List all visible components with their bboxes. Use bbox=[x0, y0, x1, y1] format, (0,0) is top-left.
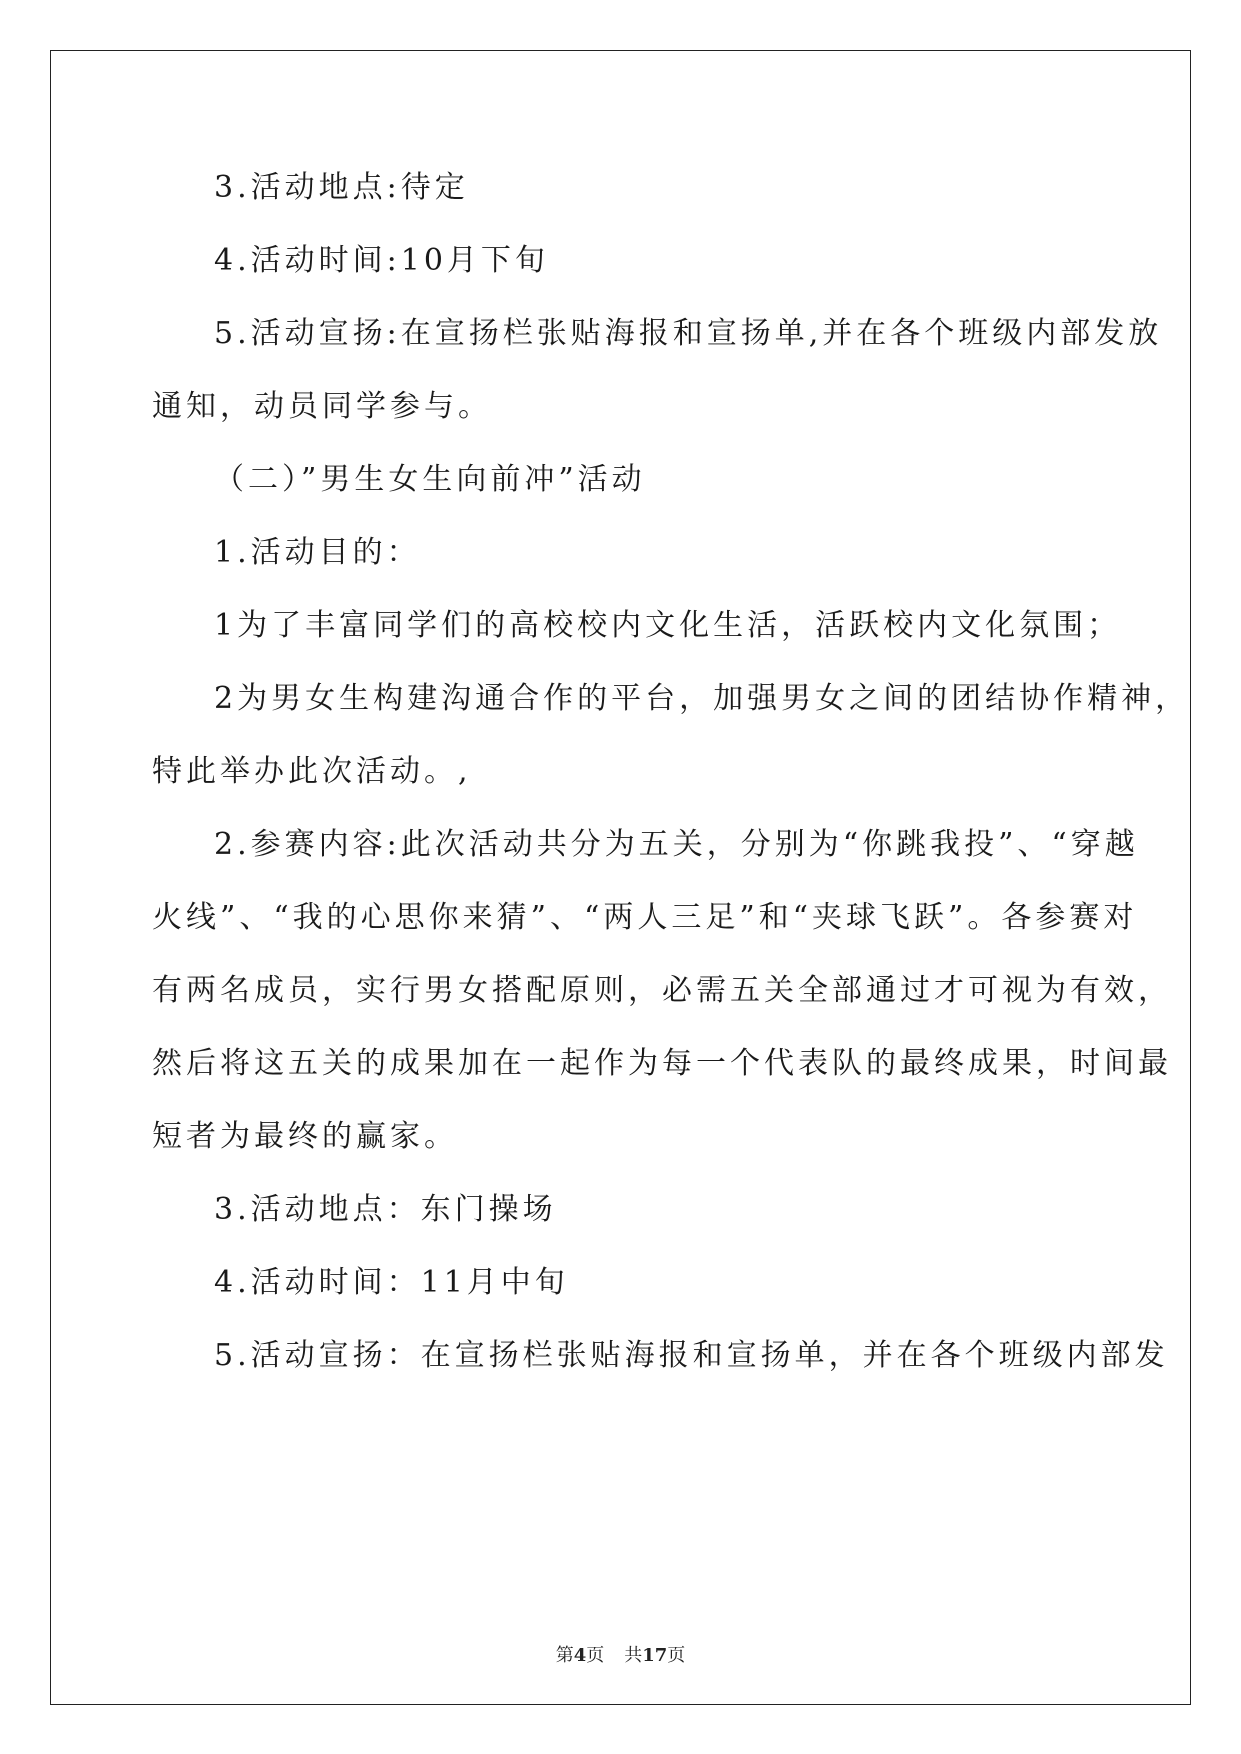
total-prefix: 共 bbox=[624, 1645, 643, 1666]
page-total: 17 bbox=[642, 1645, 668, 1666]
text-line: 2为男女生构建沟通合作的平台，加强男女之间的团结协作精神， bbox=[214, 681, 1190, 716]
text-line: 2.参赛内容:此次活动共分为五关，分别为“你跳我投”、“穿越 bbox=[214, 827, 1139, 862]
text-line: 有两名成员，实行男女搭配原则，必需五关全部通过才可视为有效， bbox=[152, 973, 1172, 1008]
text-line: 通知，动员同学参与。 bbox=[152, 389, 492, 424]
page-unit: 页 bbox=[586, 1645, 605, 1666]
page-border bbox=[50, 50, 1191, 1705]
total-unit: 页 bbox=[667, 1645, 686, 1666]
text-line: 短者为最终的赢家。 bbox=[152, 1119, 458, 1154]
text-line: 火线”、“我的心思你来猜”、“两人三足”和“夹球飞跃”。各参赛对 bbox=[152, 900, 1138, 935]
page-footer bbox=[0, 1645, 1241, 1667]
text-line: 3.活动地点:待定 bbox=[214, 170, 469, 205]
text-line: 4.活动时间:10月下旬 bbox=[214, 243, 549, 278]
text-line: 4.活动时间：11月中旬 bbox=[214, 1265, 569, 1300]
text-line: 1为了丰富同学们的高校校内文化生活，活跃校内文化氛围； bbox=[214, 608, 1122, 643]
page-prefix: 第 bbox=[555, 1645, 574, 1666]
text-line: 特此举办此次活动。, bbox=[152, 754, 472, 789]
text-line: 然后将这五关的成果加在一起作为每一个代表队的最终成果，时间最 bbox=[152, 1046, 1172, 1081]
text-line: 3.活动地点：东门操场 bbox=[214, 1192, 557, 1227]
text-line: 1.活动目的： bbox=[214, 535, 421, 570]
page-current: 4 bbox=[573, 1645, 587, 1666]
section-heading: （二）”男生女生向前冲”活动 bbox=[214, 462, 646, 497]
text-line: 5.活动宣扬:在宣扬栏张贴海报和宣扬单,并在各个班级内部发放 bbox=[214, 316, 1163, 351]
text-line: 5.活动宣扬：在宣扬栏张贴海报和宣扬单，并在各个班级内部发 bbox=[214, 1338, 1169, 1373]
